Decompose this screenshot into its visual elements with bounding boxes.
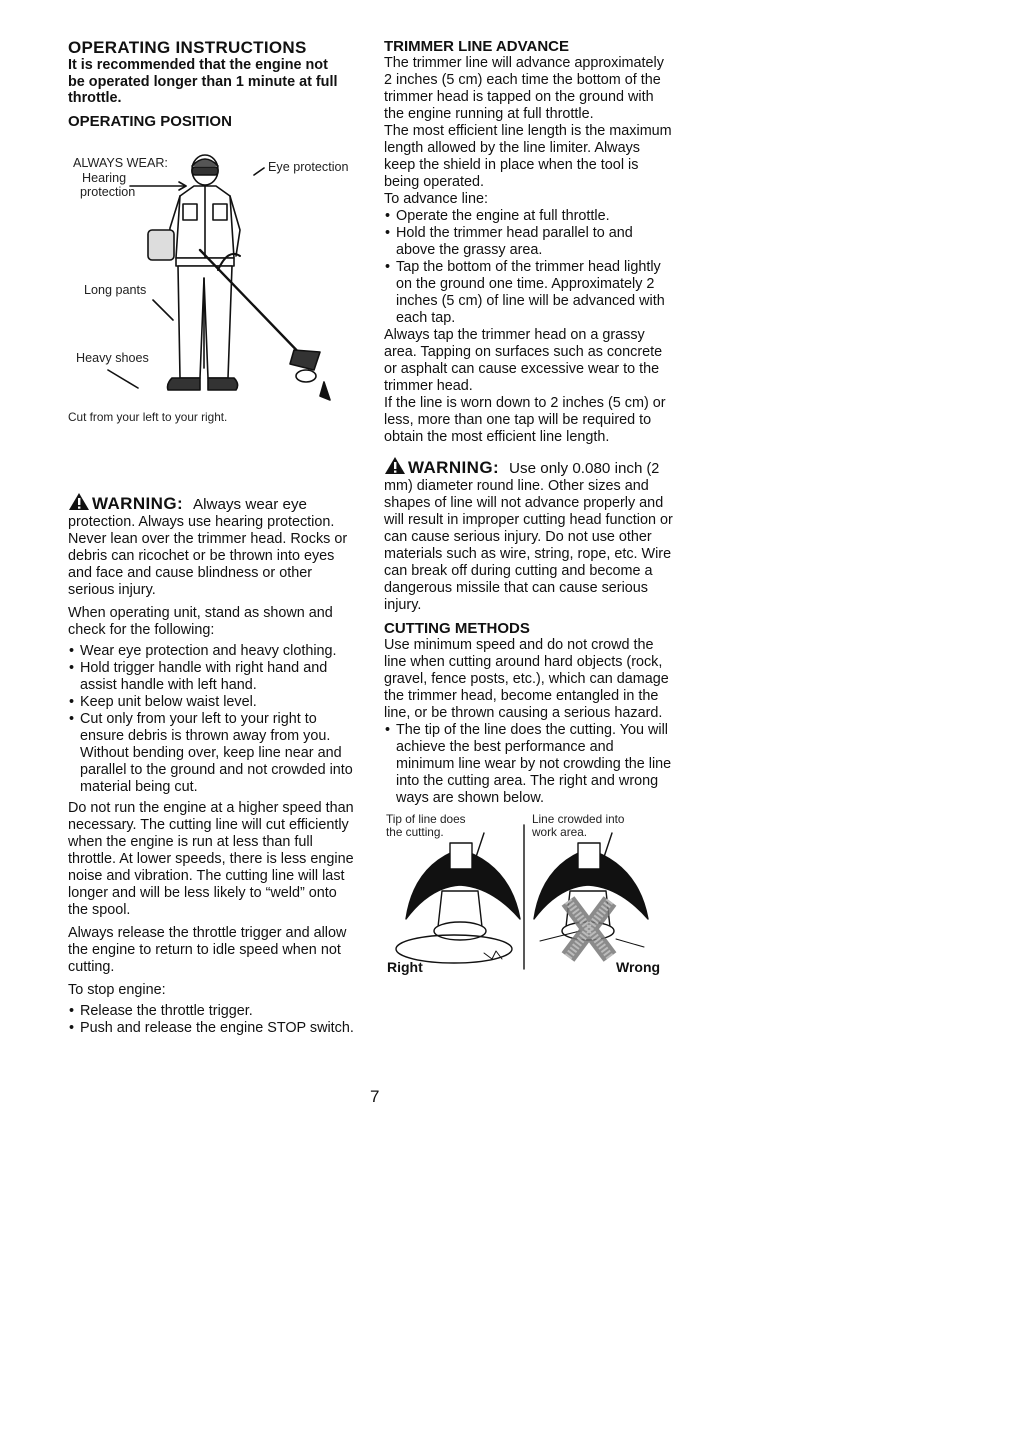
list-item: • Hold trigger handle with right hand and assist handle with left hand. [68, 660, 360, 694]
release-paragraph: Always release the throttle trigger and allow the engine to return to idle speed when not cutting. [68, 924, 347, 975]
advance-steps [384, 208, 674, 327]
list-item: • Tap the bottom of the trimmer head lightly on the ground one time. Approximately 2 inches (5 cm) of line will be advanced with each tap. [384, 259, 674, 327]
tip-label-line-1: Tip of line does [386, 812, 466, 826]
list-item: • Hold the trimmer head parallel to and above the grassy area. [384, 225, 674, 259]
right-label: Right [387, 959, 423, 975]
line-warning [384, 456, 674, 614]
comparison-illustration [384, 813, 674, 973]
long-pants-label: Long pants [84, 282, 147, 297]
advance-paragraph-3: Always tap the trimmer head on a grassy area. Tapping on surfaces such as concrete or asphalt can cause excessive wear to the trimmer head. [384, 327, 663, 394]
hearing-label: Hearing [82, 170, 127, 185]
protection-label: protection [80, 184, 136, 199]
stop-intro: To stop engine: [68, 981, 166, 998]
eye-protection-label: Eye protection [268, 159, 349, 174]
page-number: 7 [370, 1087, 380, 1106]
heavy-shoes-label: Heavy shoes [76, 350, 149, 365]
tip-label-line-2: the cutting. [386, 825, 444, 839]
operator-figure [68, 138, 360, 448]
advance-paragraph-4: If the line is worn down to 2 inches (5 cm) or less, more than one tap will be required to obtain the most efficient line length. [384, 395, 666, 445]
wrong-label: Wrong [616, 959, 661, 975]
operating-position-heading: OPERATING POSITION [68, 112, 232, 130]
list-item: • Cut only from your left to your right to ensure debris is thrown away from you. Without bending over, keep line near and parallel to the ground and not crowded into material being cut. [68, 711, 360, 796]
list-item: • Keep unit below waist level. [68, 694, 360, 711]
warning-label: WARNING: [92, 493, 184, 513]
list-item: • The tip of the line does the cutting. You will achieve the best performance and minimum line wear by not crowding the line into the cutting area. The right and wrong ways are shown below. [384, 722, 674, 807]
always-wear-label: ALWAYS WEAR: [73, 155, 168, 170]
methods-steps [384, 722, 674, 807]
section-title: OPERATING INSTRUCTIONS [68, 38, 307, 57]
stand-intro: When operating unit, stand as shown and check for the following: [68, 604, 333, 638]
advance-paragraph-2: The most efficient line length is the maximum length allowed by the line limiter. Always keep the shield in place when the tool is being operated. [384, 123, 672, 190]
warning-label: WARNING: [408, 458, 500, 477]
advance-heading: TRIMMER LINE ADVANCE [384, 38, 569, 55]
advance-paragraph-1: The trimmer line will advance approximately 2 inches (5 cm) each time the bottom of the trimmer head is tapped on the ground with the engine running at full throttle. [384, 55, 664, 122]
warning-text-first: Always wear eye [193, 495, 307, 513]
cut-direction-caption: Cut from your left to your right. [68, 409, 228, 424]
speed-paragraph: Do not run the engine at a higher speed than necessary. The cutting line will cut efficiently when the engine is run at less than full throttle. At lower speeds, there is less engine noise and vibration. The cutting line will last longer and will be less likely to “weld” onto the spool. [68, 799, 354, 918]
crowd-label-line-1: Line crowded into [532, 812, 625, 826]
cutting-methods-heading: CUTTING METHODS [384, 620, 530, 637]
right-column [384, 38, 674, 993]
operating-checklist [68, 643, 360, 796]
left-column [68, 38, 360, 1037]
crowd-label-line-2: work area. [532, 825, 588, 839]
warning-text-rest: (2 mm) diameter round line. Other sizes and shapes of line will not advance properly and will result in improper cutting head function or can cause serious injury. Do not use other materials such as wire, string, rope, etc. Wire can break off during cutting and become a dangerous missile that can cause serious injury. [384, 461, 673, 613]
list-item: • Wear eye protection and heavy clothing. [68, 643, 360, 660]
list-item: • Release the throttle trigger. [68, 1003, 360, 1020]
warning-icon [68, 492, 90, 511]
eye-warning [68, 492, 360, 599]
list-item: • Operate the engine at full throttle. [384, 208, 674, 225]
stop-steps [68, 1003, 360, 1037]
recommendation-note: It is recommended that the engine not be operated longer than 1 minute at full throttle. [68, 57, 338, 106]
warning-text-first: Use only 0.080 inch [509, 460, 643, 477]
operator-illustration [68, 138, 360, 438]
warning-icon [384, 456, 406, 475]
cutting-comparison-figure [384, 813, 674, 993]
warning-text-rest: protection. Always use hearing protection. Never lean over the trimmer head. Rocks or debris can ricochet or be thrown into eyes and face and cause blindness or other serious injury. [68, 513, 348, 598]
list-item: • Push and release the engine STOP switch. [68, 1020, 360, 1037]
methods-paragraph: Use minimum speed and do not crowd the line when cutting around hard objects (rock, gravel, fence posts, etc.), which can damage the trimmer head, become entangled in the line, or be thrown causing a serious hazard. [384, 637, 669, 721]
advance-intro: To advance line: [384, 191, 489, 207]
